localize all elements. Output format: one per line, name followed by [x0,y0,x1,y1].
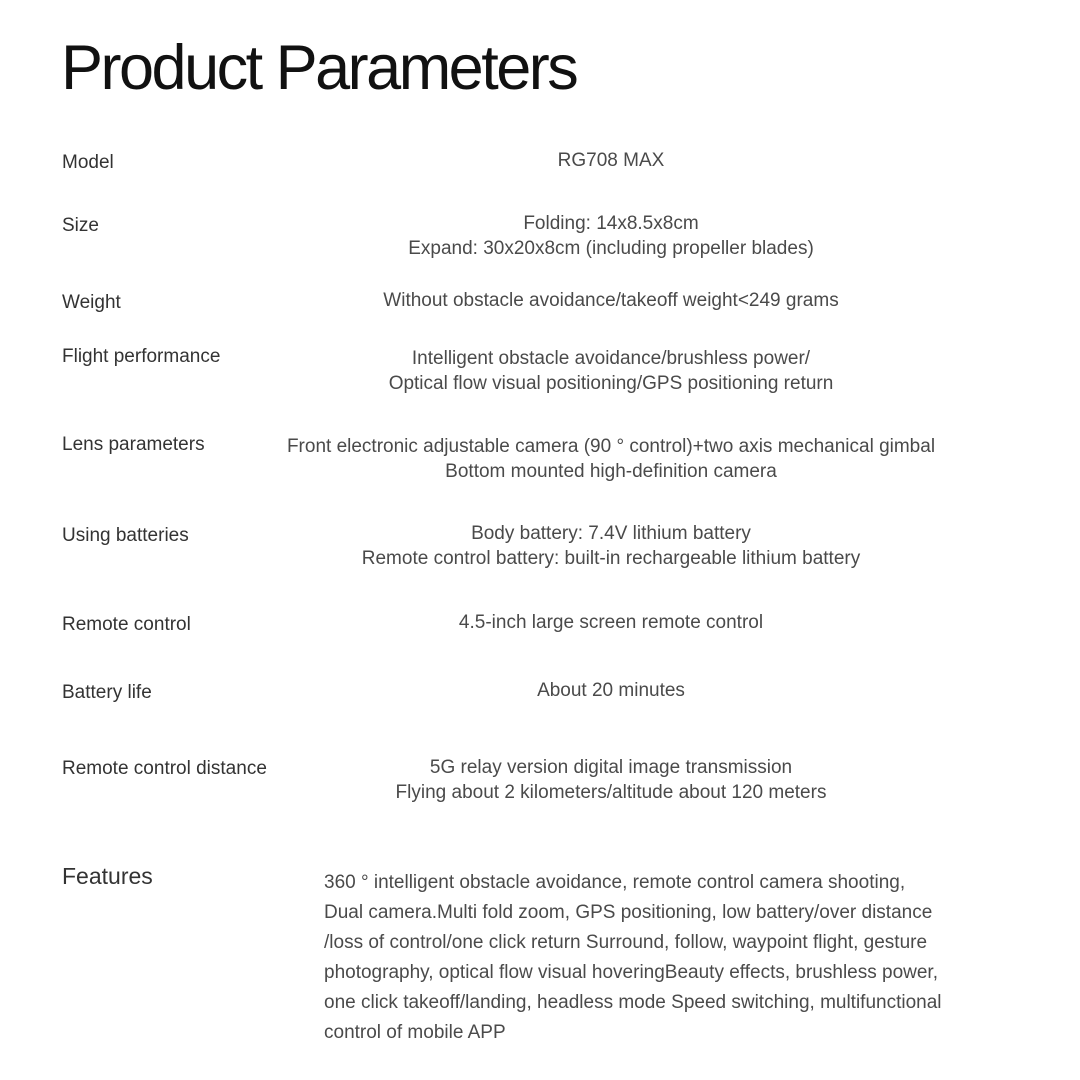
param-value-line: Front electronic adjustable camera (90 ° control)+two axis mechanical gimbal [286,436,936,457]
param-value-line: 4.5-inch large screen remote control [458,612,764,633]
features-line: one click takeoff/landing, headless mode Speed switching, multifunctional [324,992,942,1013]
param-value-remote-control [200,610,1022,635]
param-value-line: Intelligent obstacle avoidance/brushless power/ [411,348,811,369]
param-label-weight: Weight [62,292,121,313]
page-title: Product Parameters [61,33,577,103]
param-value-line: About 20 minutes [537,680,685,701]
param-value-line: Expand: 30x20x8cm (including propeller blades) [408,238,814,259]
param-value-line: RG708 MAX [557,150,665,171]
features-line: control of mobile APP [324,1022,506,1043]
param-value-line: Without obstacle avoidance/takeoff weight<249 grams [383,290,839,311]
param-value-using-batteries [200,521,1022,571]
param-value-flight-performance [200,346,1022,396]
features-line: photography, optical flow visual hoveringBeauty effects, brushless power, [324,962,938,983]
param-value-weight [200,288,1022,313]
param-label-model: Model [62,152,114,173]
param-label-battery-life: Battery life [62,682,152,703]
param-value-remote-control-distance [200,755,1022,805]
param-label-flight-performance: Flight performance [62,346,221,367]
features-line: 360 ° intelligent obstacle avoidance, remote control camera shooting, [324,872,906,893]
features-line: /loss of control/one click return Surround, follow, waypoint flight, gesture [324,932,928,953]
param-label-using-batteries: Using batteries [62,525,189,546]
param-label-lens-parameters: Lens parameters [62,434,205,455]
param-value-line: Flying about 2 kilometers/altitude about 120 meters [395,782,827,803]
param-label-remote-control-distance: Remote control distance [62,758,267,779]
param-value-battery-life [200,678,1022,703]
param-label-size: Size [62,215,99,236]
features-line: Dual camera.Multi fold zoom, GPS positioning, low battery/over distance [324,902,933,923]
param-value-line: Body battery: 7.4V lithium battery [471,523,751,544]
features-label: Features [62,863,153,889]
param-label-remote-control: Remote control [62,614,191,635]
param-value-line: 5G relay version digital image transmission [429,757,793,778]
features-text [324,868,1014,1048]
param-value-line: Folding: 14x8.5x8cm [523,213,699,234]
param-value-model [200,148,1022,173]
param-value-line: Bottom mounted high-definition camera [445,461,777,482]
param-value-size [200,211,1022,261]
param-value-line: Remote control battery: built-in rechargeable lithium battery [361,548,861,569]
param-value-lens-parameters [200,434,1022,484]
param-value-line: Optical flow visual positioning/GPS positioning return [388,373,834,394]
